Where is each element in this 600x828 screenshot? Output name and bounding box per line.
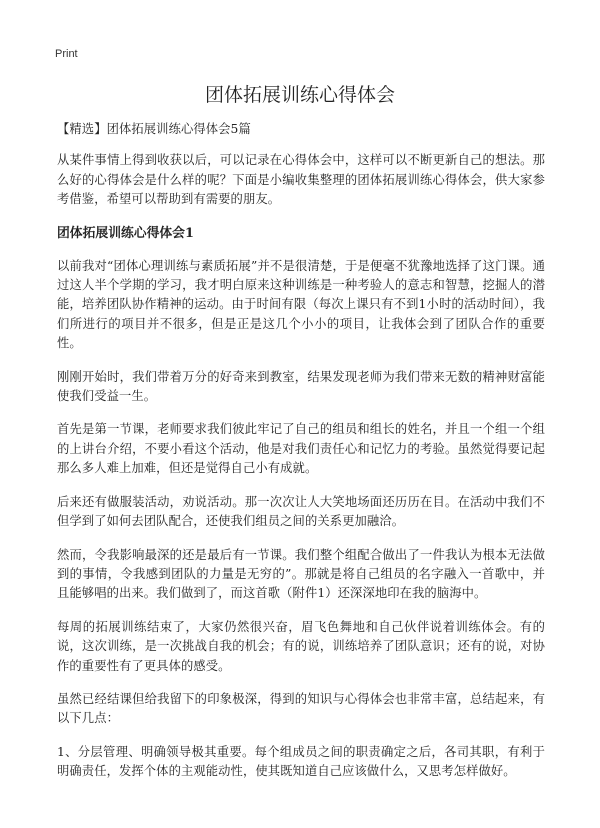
body-paragraph: 后来还有做服装活动，劝说活动。那一次次让人大笑地场面还历历在目。在活动中我们不但学到了如何去团队配合，还使我们组员之间的关系更加融洽。 [57, 494, 545, 529]
body-paragraph: 每周的拓展训练结束了，大家仍然很兴奋，眉飞色舞地和自己伙伴说着训练体会。有的说，这次训练，是一次挑战自我的机会；有的说，训练培养了团队意识；还有的说，对协作的重要性有了更具体的感受。 [57, 619, 545, 673]
print-link[interactable]: Print [55, 48, 78, 60]
body-paragraph: 刚刚开始时，我们带着万分的好奇来到教室，结果发现老师为我们带来无数的精神财富能使我们受益一生。 [57, 369, 545, 404]
section-heading: 团体拓展训练心得体会1 [57, 225, 194, 241]
article-subtitle: 【精选】团体拓展训练心得体会5篇 [57, 122, 251, 136]
body-paragraph: 首先是第一节课，老师要求我们彼此牢记了自己的组员和组长的姓名，并且一个组一个组的上讲台介绍，不要小看这个活动，他是对我们责任心和记忆力的考验。虽然觉得要记起那么多人难上加难，但还是觉得自己小有成就。 [57, 422, 545, 476]
body-paragraph: 虽然已经结课但给我留下的印象极深，得到的知识与心得体会也非常丰富，总结起来，有以下几点： [57, 691, 545, 726]
page-title: 团体拓展训练心得体会 [204, 84, 395, 106]
body-paragraph: 1、分层管理、明确领导极其重要。每个组成员之间的职责确定之后，各司其职，有利于明确责任，发挥个体的主观能动性，使其既知道自己应该做什么，又思考怎样做好。 [57, 744, 545, 779]
intro-paragraph: 从某件事情上得到收获以后，可以记录在心得体会中，这样可以不断更新自己的想法。那么好的心得体会是什么样的呢？下面是小编收集整理的团体拓展训练心得体会，供大家参考借鉴，希望可以帮助到有需要的朋友。 [57, 153, 545, 207]
body-paragraph: 以前我对“团体心理训练与素质拓展”并不是很清楚，于是便毫不犹豫地选择了这门课。通过这人半个学期的学习，我才明白原来这种训练是一种考验人的意志和智慧，挖掘人的潜能，培养团队协作精神的运动。由于时间有限（每次上课只有不到1小时的活动时间），我们所进行的项目并不很多，但是正是这几个小小的项目，让我体会到了团队合作的重要性。 [57, 258, 545, 351]
article-body [57, 120, 545, 796]
body-paragraph: 然而，令我影响最深的还是最后有一节课。我们整个组配合做出了一件我认为根本无法做到的事情，令我感到团队的力量是无穷的”。那就是将自己组员的名字融入一首歌中，并且能够唱的出来。我们做到了，而这首歌（附件1）还深深地印在我的脑海中。 [57, 547, 545, 601]
